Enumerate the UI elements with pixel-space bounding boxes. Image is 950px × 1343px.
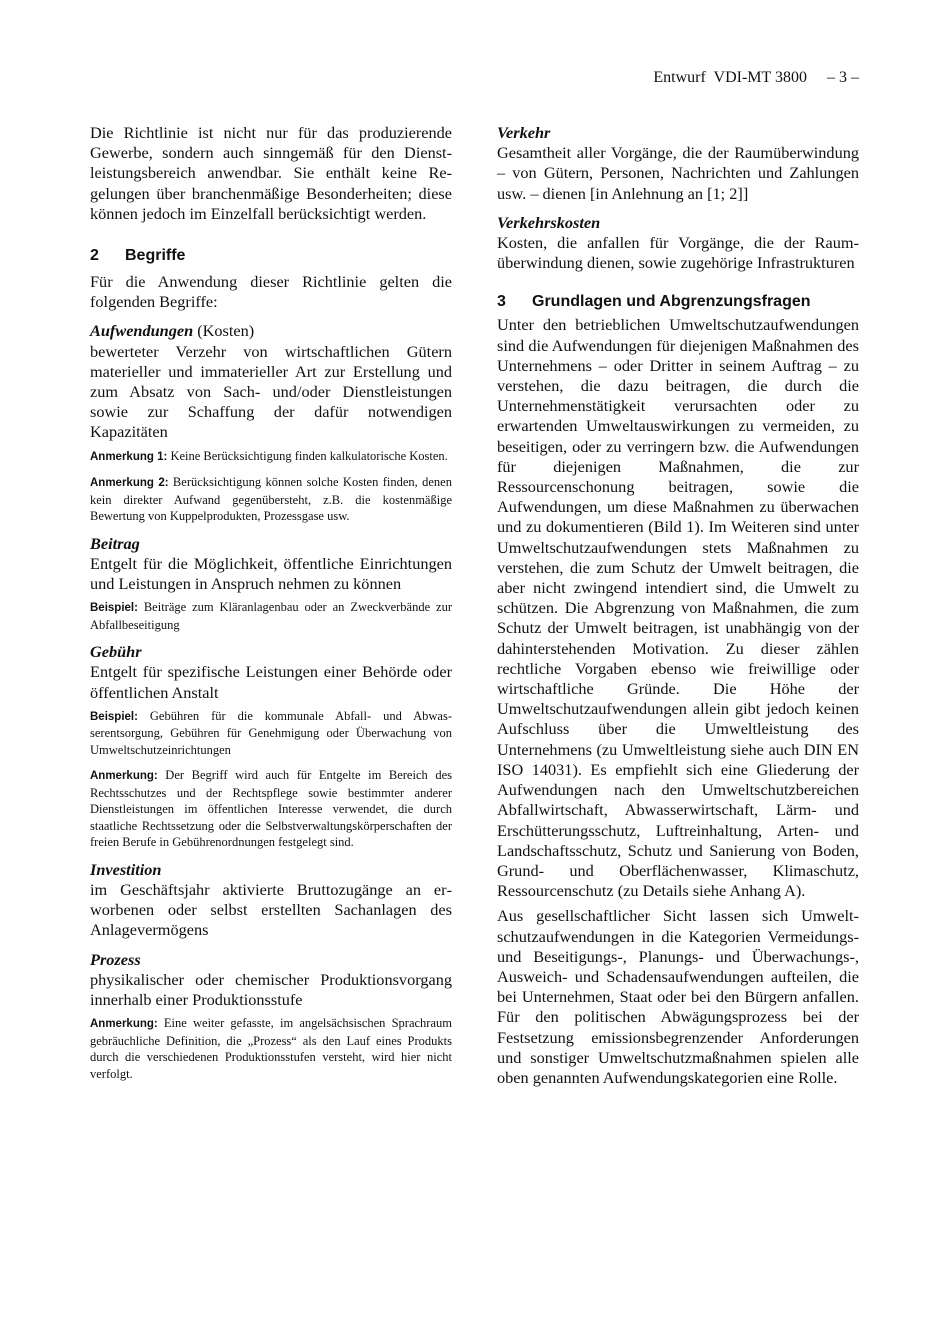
note (90, 1015, 452, 1082)
right-column (497, 123, 859, 1088)
section-3-heading (497, 292, 859, 312)
term-definition: physikalischer oder chemischer Produktionsvorgang innerhalb einer Produktionsstufe (90, 969, 452, 1010)
term-prozess (90, 950, 452, 970)
term-title: Verkehrskosten (497, 212, 601, 232)
term-definition: im Geschäftsjahr aktivierte Bruttozugänge an erworbenen oder selbst erstellten Sachanlagen des Anlagevermögens (90, 880, 452, 940)
example-text: Gebühren für die kommunale Abfall- und Abwasserentsorgung, Gebühren für Genehmigung oder Überwachung von Umweltschutzeinrichtungen (90, 708, 452, 757)
term-definition: Entgelt für die Möglichkeit, öffentliche Einrichtungen und Leistungen in Anspruch nehmen zu können (90, 553, 452, 594)
term-suffix: (Kosten) (193, 321, 255, 341)
note-label: Anmerkung: (90, 1018, 158, 1031)
page-header (653, 69, 859, 87)
example (90, 599, 452, 633)
example-text: Beiträge zum Kläranlagenbau oder an Zweckverbände zur Abfallbeseitigung (90, 600, 452, 632)
note-text: Eine weiter gefasste, im angelsächsischen Sprachraum gebräuchliche Definition, die „Prozess“ als den Lauf eines Produkts durch die verschiedenen Produktionsstufen versteht, wird hier nicht verfolgt. (90, 1016, 452, 1081)
term-investition (90, 860, 452, 880)
term-title: Aufwendungen (90, 321, 194, 341)
term-title: Verkehr (497, 123, 551, 142)
section-number: 2 (90, 247, 99, 265)
note-label: Anmerkung 1: (90, 450, 168, 463)
term-definition: Gesamtheit aller Vorgänge, die der Raumüberwindung – von Gütern, Personen, Nachrichten und Zahlungen usw. – dienen [in Anlehnung an [1; 2]] (497, 143, 859, 203)
note (90, 474, 452, 525)
note-text: Keine Berücksichtigung finden kalkulatorische Kosten. (167, 448, 448, 463)
term-beitrag (90, 534, 452, 554)
section-2-intro: Für die Anwendung dieser Richtlinie gelten die folgenden Begriffe: (90, 272, 452, 312)
note-label: Anmerkung: (90, 770, 158, 783)
section-title: Begriffe (125, 247, 186, 265)
left-column (90, 123, 452, 1082)
term-title: Gebühr (90, 642, 142, 662)
term-definition: Entgelt für spezifische Leistungen einer Behörde oder öffentlichen Anstalt (90, 662, 452, 702)
section-3-paragraph-1: Unter den betrieblichen Umweltschutzaufwendungen sind die Aufwendungen für diejenigen Maßnahmen des Unternehmens – oder Dritter in seinem Auftrag – zu verstehen, die dazu beitragen, die durch die Unternehmenstätigkeit verursachten oder zu erwartenden Umweltauswirkungen zu vermeiden, zu beseitigen, oder zu verringern bzw. die Aufwendungen für diejenigen Maßnahmen, die zur Ressourcenschonung beitragen, sowie die Aufwendungen, um diese Maßnahmen zu überwachen und zu dokumentieren (Bild 1). Im Weiteren sind unter Umweltschutzaufwendungen stets Maßnahmen zu verstehen, die zum Schutz der Umwelt beitragen, die aber nicht zwingend intendiert sind, die Umwelt zu schützen. Die Abgrenzung von Maßnahmen, die zum Schutz der Umwelt beitragen, ist unabhängig von der dahinterstehenden Motivation. Zu dieser zählen rechtliche Vorgaben ebenso wie freiwillige oder wirtschaftliche Gründe. Die Höhe der Umweltschutzaufwendungen allein gibt jedoch keinen Aufschluss über die Umweltleistung des Unternehmens (zu Umweltleistung siehe auch DIN EN ISO 14031). Es empfiehlt sich eine Gliederung der Aufwendungen nach den Umweltschutzbereichen Abfallwirtschaft, Abwasserwirtschaft, Lärm- und Erschütterungsschutz, Luftreinhaltung, Arten- und Landschaftsschutz, Schutz und Sanierung von Boden, Grund- und Oberflächenwasser, Klimaschutz, Ressourcenschutz (zu Details siehe Anhang A). (497, 315, 859, 901)
note (90, 448, 452, 466)
intro-paragraph: Die Richtlinie ist nicht nur für das produzierende Gewerbe, sondern auch sinngemäß für den Dienstleistungsbereich anwendbar. Sie enthält keine Regelungen über branchenmäßige Besonderheiten; diese können jedoch im Einzelfall berücksichtigt werden. (90, 123, 452, 223)
example-label: Beispiel: (90, 710, 138, 723)
term-title: Beitrag (90, 533, 140, 553)
term-verkehr (497, 123, 859, 143)
term-aufwendungen (90, 321, 452, 341)
note-label: Anmerkung 2: (90, 477, 169, 490)
term-title: Prozess (90, 949, 141, 969)
note (90, 767, 452, 851)
term-definition: Kosten, die anfallen für Vorgänge, die der Raumüberwindung dienen, sowie zugehörige Infrastrukturen (497, 233, 859, 273)
term-definition: bewerteter Verzehr von wirtschaftlichen Gütern materieller und immaterieller Art zur Erstellung und zum Absatz von Sach- und/oder Dienstleistungen sowie zur Schaffung der dafür notwendigen Kapazitäten (90, 341, 452, 442)
term-gebuehr (90, 642, 452, 662)
example (90, 708, 452, 759)
example-label: Beispiel: (90, 602, 138, 615)
section-number: 3 (497, 293, 506, 311)
document-title: Entwurf VDI-MT 3800 (653, 69, 807, 86)
term-title: Investition (90, 859, 162, 879)
section-3-paragraph-2: Aus gesellschaftlicher Sicht lassen sich Umweltschutzaufwendungen in die Kategorien Vermeidungs- und Beseitigungs-, Planungs- und Überwachungs-, Ausweich- und Schadensaufwendungen aufteilen, die bei Unternehmen, Staat oder bei den Bürgern anfallen. Für den politischen Abwägungsprozess bei der Festsetzung emissionsbegrenzender Anforderungen und sonstiger Umweltschutzmaßnahmen spielen alle oben genannten Aufwendungskategorien eine Rolle. (497, 906, 859, 1087)
note-text: Berücksichtigung können solche Kosten finden, denen kein direkter Aufwand gegenübersteht, z.B. die kostenmäßige Bewertung von Kuppelprodukten, Prozessgase usw. (90, 475, 452, 524)
page-number: – 3 – (827, 69, 859, 86)
section-2-heading (90, 246, 452, 266)
note-text: Der Begriff wird auch für Entgelte im Bereich des Rechtsschutzes und der Rechtspflege sowie bestimmter anderer Dienstleistungen im öffentlichen Interesse verwendet, die durch staatliche Rechtssetzung oder die Selbstverwaltungskörperschaften der freien Berufe in Gebührenordnungen festgelegt sind. (90, 768, 452, 850)
term-verkehrskosten (497, 213, 859, 233)
section-title: Grundlagen und Abgrenzungsfragen (532, 293, 811, 311)
